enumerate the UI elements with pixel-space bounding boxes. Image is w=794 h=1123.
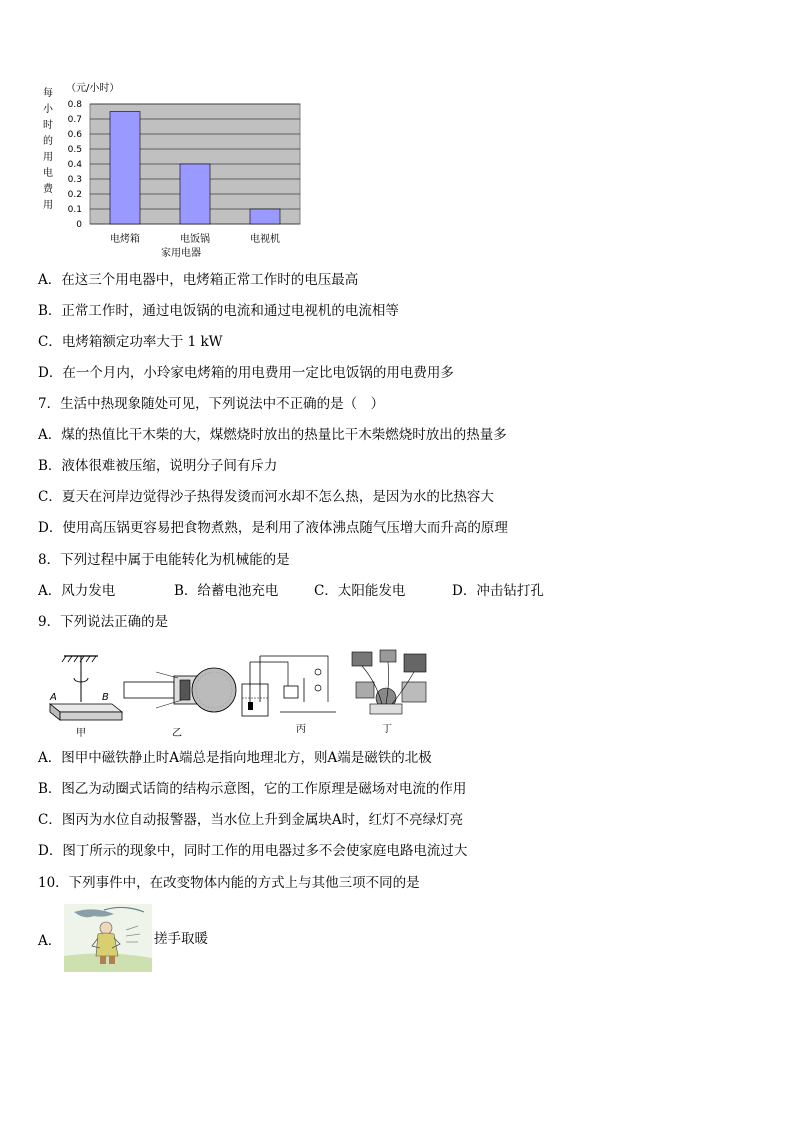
- q6-option-b: B．正常工作时，通过电饭锅的电流和通过电视机的电流相等: [38, 303, 399, 319]
- electricity-cost-chart: [30, 78, 320, 268]
- chart-ylabel-char: 费: [43, 184, 53, 195]
- chart-ytick-label: 0: [76, 220, 82, 230]
- q8-stem: 8．下列过程中属于电能转化为机械能的是: [38, 552, 290, 568]
- figure-ding-label: 丁: [382, 724, 392, 735]
- q8-option-c: C．太阳能发电: [314, 583, 406, 599]
- q7-option-c: C．夏天在河岸边觉得沙子热得发烫而河水却不怎么热，是因为水的比热容大: [38, 489, 494, 505]
- q7-stem: 7．生活中热现象随处可见，下列说法中不正确的是（ ）: [38, 396, 385, 412]
- figure-jia: [49, 656, 122, 739]
- chart-ylabel-char: 时: [43, 120, 53, 131]
- figure-yi: [124, 668, 236, 739]
- q6-option-a: A．在这三个用电器中，电烤箱正常工作时的电压最高: [38, 272, 359, 288]
- figure-jia-label: 甲: [76, 728, 86, 739]
- q8-option-a: A．风力发电: [38, 583, 116, 599]
- figure-jia-letter-b: B: [102, 692, 109, 703]
- chart-ylabel-char: 每: [43, 88, 53, 99]
- q9-option-a: A．图甲中磁铁静止时A端总是指向地理北方，则A端是磁铁的北极: [38, 750, 432, 766]
- figure-bing: [242, 656, 336, 735]
- figure-ding: [352, 650, 426, 735]
- figure-yi-label: 乙: [172, 728, 182, 739]
- q8-option-d: D．冲击钻打孔: [452, 583, 544, 599]
- chart-ytick-label: 0.2: [67, 190, 82, 200]
- chart-ylabel-char: 小: [43, 104, 53, 115]
- q7-option-b: B．液体很难被压缩，说明分子间有斥力: [38, 458, 278, 474]
- q9-stem: 9．下列说法正确的是: [38, 614, 169, 630]
- chart-ylabel-char: 电: [43, 168, 53, 179]
- q10-option-a-image: [64, 904, 152, 972]
- chart-ylabel-char: 用: [43, 152, 53, 163]
- chart-plot-area: [68, 100, 300, 245]
- chart-xlabel: 家用电器: [161, 248, 201, 259]
- q7-option-d: D．使用高压锅更容易把食物煮熟，是利用了液体沸点随气压增大而升高的原理: [38, 520, 508, 536]
- q10-option-a-letter: A．: [38, 933, 62, 949]
- q9-option-b: B．图乙为动圈式话筒的结构示意图，它的工作原理是磁场对电流的作用: [38, 781, 467, 797]
- chart-ytick-label: 0.8: [67, 100, 82, 110]
- chart-unit-label: （元/小时）: [66, 83, 120, 94]
- chart-ytick-label: 0.5: [67, 145, 82, 155]
- chart-ytick-label: 0.7: [67, 115, 82, 125]
- chart-ytick-label: 0.6: [67, 130, 82, 140]
- q10-option-a-text: 搓手取暖: [154, 931, 208, 947]
- chart-x-ticks: [110, 232, 280, 245]
- q9-option-c: C．图丙为水位自动报警器，当水位上升到金属块A时，红灯不亮绿灯亮: [38, 812, 464, 828]
- q6-option-d: D．在一个月内，小玲家电烤箱的用电费用一定比电饭锅的用电费用多: [38, 365, 454, 381]
- q9-figures: [36, 642, 436, 742]
- chart-xtick-label: 电饭锅: [180, 234, 210, 245]
- chart-ylabel-vertical: [43, 86, 54, 211]
- q6-option-c: C．电烤箱额定功率大于 1 kW: [38, 334, 223, 350]
- chart-ylabel-char: 的: [43, 136, 53, 147]
- chart-bar: [110, 112, 140, 225]
- chart-ytick-label: 0.3: [67, 175, 82, 185]
- chart-xtick-label: 电烤箱: [110, 234, 140, 245]
- chart-ytick-label: 0.4: [67, 160, 82, 170]
- figure-bing-label: 丙: [296, 724, 306, 735]
- chart-y-ticks: [68, 100, 83, 230]
- chart-bar: [180, 164, 210, 224]
- q10-stem: 10．下列事件中，在改变物体内能的方式上与其他三项不同的是: [38, 875, 420, 891]
- q8-option-b: B．给蓄电池充电: [174, 583, 279, 599]
- chart-ytick-label: 0.1: [67, 205, 82, 215]
- q7-option-a: A．煤的热值比干木柴的大，煤燃烧时放出的热量比干木柴燃烧时放出的热量多: [38, 427, 507, 443]
- chart-ylabel-char: 用: [43, 200, 53, 211]
- chart-bar: [250, 209, 280, 224]
- chart-xtick-label: 电视机: [250, 234, 280, 245]
- figure-jia-letter-a: A: [50, 692, 57, 703]
- q9-option-d: D．图丁所示的现象中，同时工作的用电器过多不会使家庭电路电流过大: [38, 843, 468, 859]
